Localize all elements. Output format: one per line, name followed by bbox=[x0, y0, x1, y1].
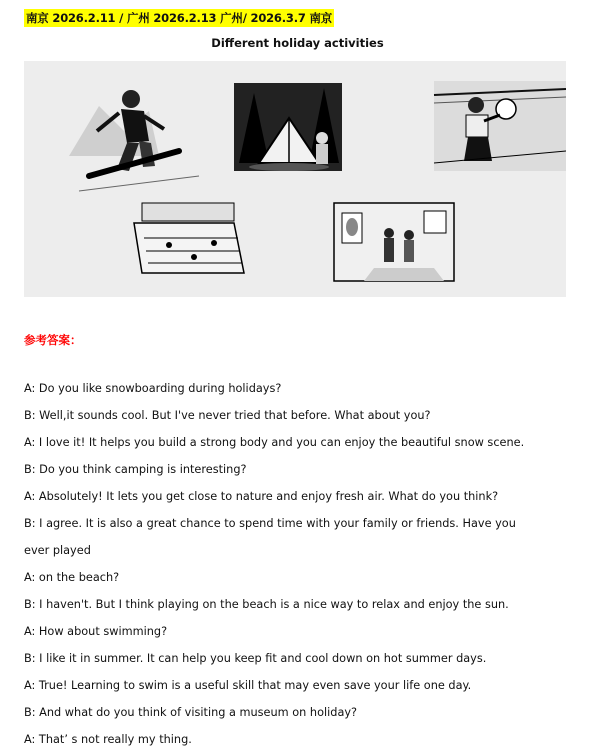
header-cities-dates: 南京 2026.2.11 / 广州 2026.2.13 广州/ 2026.3.7 南京 bbox=[26, 11, 333, 25]
camping-scene bbox=[234, 83, 342, 171]
dialogue-line: A: Do you like snowboarding during holidays? bbox=[24, 382, 282, 395]
page-title: Different holiday activities bbox=[211, 36, 384, 50]
dialogue-line: A: Absolutely! It lets you get close to nature and enjoy fresh air. What do you think? bbox=[24, 490, 499, 503]
dialogue-line: A: True! Learning to swim is a useful skill that may even save your life one day. bbox=[24, 679, 472, 692]
dialogue-list bbox=[24, 375, 572, 753]
dialogue-line: B: Well,it sounds cool. But I've never tried that before. What about you? bbox=[24, 409, 431, 422]
dialogue-line: B: I like it in summer. It can help you keep fit and cool down on hot summer days. bbox=[24, 652, 487, 665]
dialogue-line: B: And what do you think of visiting a museum on holiday? bbox=[24, 706, 358, 719]
beach-volleyball-scene bbox=[434, 81, 566, 171]
dialogue-line: A: I love it! It helps you build a strong body and you can enjoy the beautiful snow scene. bbox=[24, 436, 525, 449]
dialogue-line: B: Do you think camping is interesting? bbox=[24, 463, 247, 476]
dialogue-line: B: I agree. It is also a great chance to spend time with your family or friends. Have you bbox=[24, 517, 516, 530]
museum-scene bbox=[334, 203, 454, 281]
holiday-activities-illustration bbox=[24, 61, 566, 297]
dialogue-line: A: on the beach? bbox=[24, 571, 120, 584]
dialogue-line: A: That’ s not really my thing. bbox=[24, 733, 192, 746]
answer-label: 参考答案： bbox=[24, 333, 82, 347]
dialogue-line: A: How about swimming? bbox=[24, 625, 168, 638]
swimming-pool-scene bbox=[134, 203, 244, 273]
dialogue-line: ever played bbox=[24, 544, 91, 557]
dialogue-line: B: I haven't. But I think playing on the beach is a nice way to relax and enjoy the sun. bbox=[24, 598, 509, 611]
